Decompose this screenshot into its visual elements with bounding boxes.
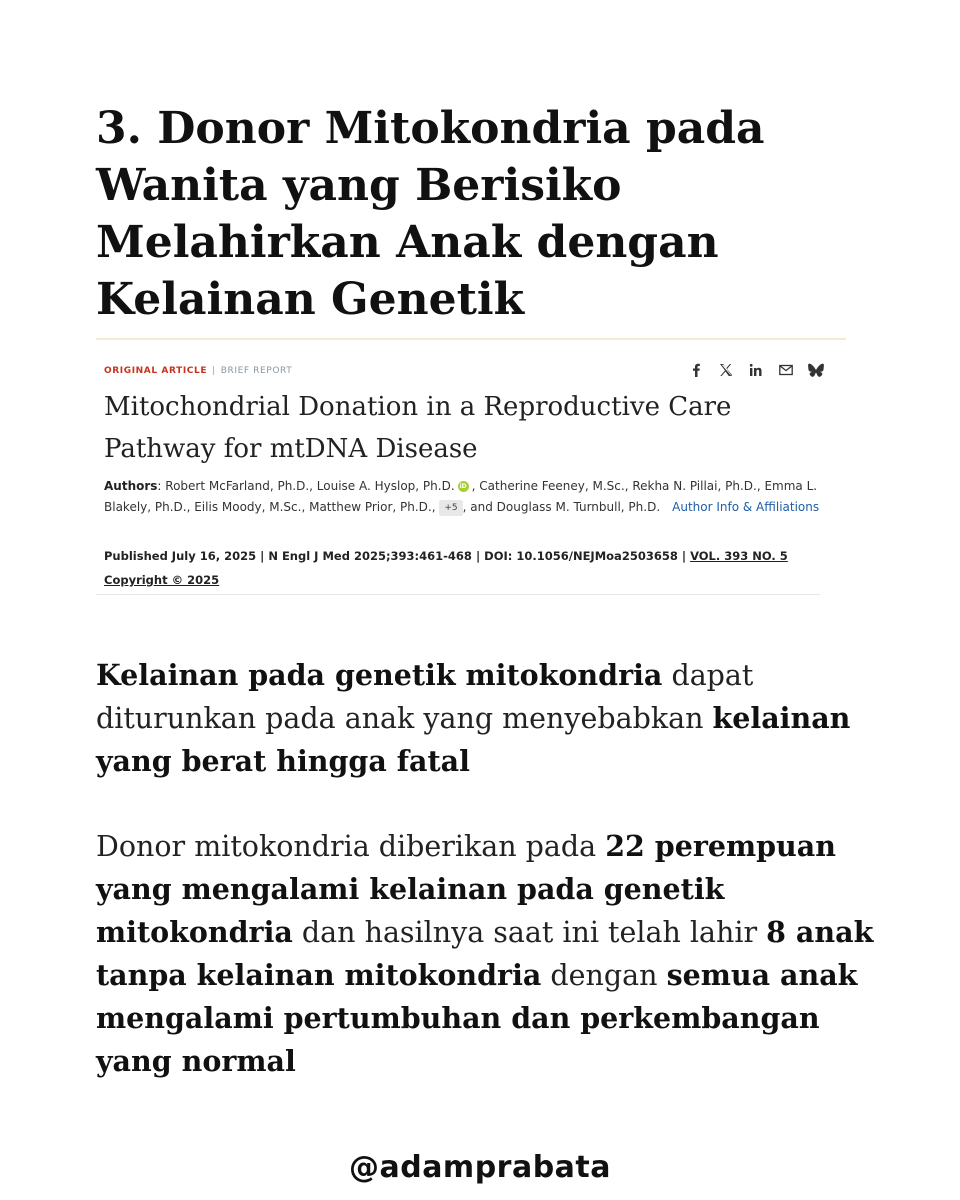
authors-text-1: Robert McFarland, Ph.D., Louise A. Hyslop, Ph.D. [165, 479, 455, 493]
facebook-icon[interactable] [688, 362, 704, 378]
bluesky-icon[interactable] [808, 362, 824, 378]
share-toolbar [688, 362, 824, 378]
meta-separator: | [681, 549, 687, 563]
x-icon[interactable] [718, 362, 734, 378]
author-info-link[interactable]: Author Info & Affiliations [672, 499, 820, 514]
article-screenshot-card [96, 338, 846, 596]
linkedin-icon[interactable] [748, 362, 764, 378]
paragraph1-bold-2: kelainan yang berat hingga fatal [96, 701, 851, 778]
article-title[interactable]: Mitochondrial Donation in a Reproductive Care Pathway for mtDNA Disease [104, 392, 732, 464]
mail-icon[interactable] [778, 362, 794, 378]
authors-text-3: , and Douglass M. Turnbull, Ph.D. [462, 499, 661, 514]
paragraph2-bold-1: 22 perempuan yang mengalami kelainan pada genetik mitokondria [96, 829, 836, 949]
paragraph1-bold-1: Kelainan pada genetik mitokondria [96, 658, 663, 692]
paragraph-results [96, 825, 896, 1083]
paragraph2-text-1: Donor mitokondria diberikan pada [96, 830, 606, 863]
paragraph2-bold-3: semua anak mengalami pertumbuhan dan perkembangan yang normal [96, 958, 858, 1078]
paragraph2-bold-2: 8 anak tanpa kelainan mitokondria [96, 915, 874, 992]
meta-separator: | [475, 549, 481, 563]
eyebrow-separator: | [212, 366, 216, 376]
page-headline: 3. Donor Mitokondria pada Wanita yang Berisiko Melahirkan Anak dengan Kelainan Genetik [96, 103, 765, 325]
article-type-label [104, 366, 292, 376]
copyright-link[interactable]: Copyright © 2025 [104, 573, 220, 587]
authors-text-2: , Catherine Feeney, M.Sc., Rekha N. Pillai, Ph.D., Emma L. Blakely, Ph.D., Eilis Moody, M.Sc., Matthew Prior, Ph.D., [104, 479, 818, 514]
paragraph-inheritance [96, 654, 896, 783]
paragraph1-text-1: dapat diturunkan pada anak yang menyebabkan [96, 659, 754, 735]
paragraph2-text-2: dan hasilnya saat ini telah lahir [292, 916, 767, 949]
published-date: Published July 16, 2025 [104, 549, 257, 563]
authors-label: Authors [104, 479, 158, 493]
card-divider [96, 594, 820, 595]
author-handle: @adamprabata [348, 1150, 612, 1185]
paragraph2-text-3: dengan [541, 959, 667, 992]
journal-citation: N Engl J Med 2025;393:461-468 [268, 549, 472, 563]
meta-separator: | [260, 549, 265, 563]
author-list: Authors: Robert McFarland, Ph.D., Louise A. Hyslop, Ph.D. iD , Catherine Feeney, M.Sc., Rekha N. Pillai, Ph.D., Emma L. Blakely, Ph.D., Eilis Moody, M.Sc., Matthew Prior, Ph.D., +5 , and Douglass M. Turnbull, Ph.D. Author Info & Affiliations [104, 479, 820, 514]
publication-meta [104, 544, 824, 592]
doi-text: DOI: 10.1056/NEJMoa2503658 [484, 549, 678, 563]
brief-report-label[interactable]: BRIEF REPORT [220, 366, 293, 376]
more-authors-button[interactable]: +5 [439, 500, 462, 516]
orcid-icon[interactable]: iD [459, 483, 467, 490]
original-article-label[interactable]: ORIGINAL ARTICLE [104, 366, 208, 376]
volume-link[interactable]: VOL. 393 NO. 5 [690, 549, 788, 563]
